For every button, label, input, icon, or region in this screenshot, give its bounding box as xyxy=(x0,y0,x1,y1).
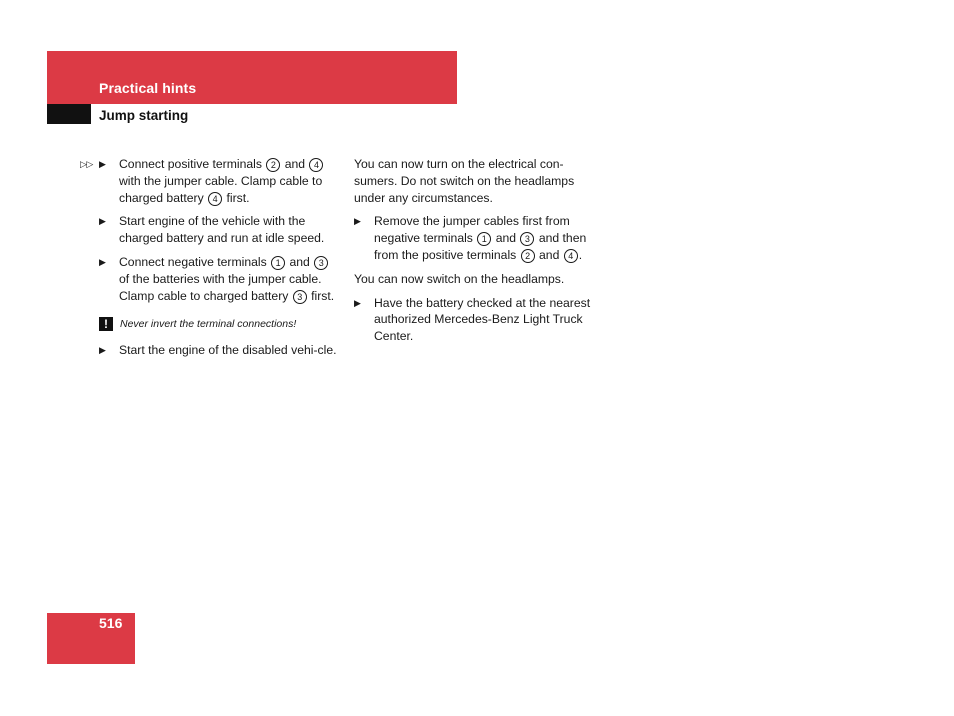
step-text: Start the engine of the disabled vehi-cle. xyxy=(119,343,337,358)
left-column xyxy=(80,156,338,366)
section-title: Practical hints xyxy=(99,80,197,96)
step-text: and xyxy=(284,157,306,171)
step-text: and xyxy=(289,254,310,269)
paragraph-consumers: You can now turn on the electrical con-sumers. Do not switch on the headlamps under any circumstances. xyxy=(354,157,575,205)
warning-note xyxy=(80,316,338,332)
step-text: Connect positive terminals xyxy=(119,157,262,171)
step-text: and then from the positive terminals xyxy=(374,231,587,262)
terminal-number: 3 xyxy=(520,232,534,246)
terminal-number: 4 xyxy=(208,192,222,206)
step-start-disabled-vehicle xyxy=(80,342,338,359)
step-remove-cables xyxy=(354,213,594,263)
subsection-title: Jump starting xyxy=(99,108,189,123)
terminal-number: 4 xyxy=(564,249,578,263)
section-tab-marker xyxy=(47,104,91,124)
exclamation-icon: ! xyxy=(99,317,113,331)
step-text: and xyxy=(539,247,560,262)
terminal-number: 2 xyxy=(521,249,535,263)
paragraph-headlamps: You can now switch on the headlamps. xyxy=(354,271,565,286)
step-text: . xyxy=(578,247,583,262)
step-text: Remove the jumper cables first from negative terminals xyxy=(374,214,570,246)
triangle-right-icon: ▶ xyxy=(354,216,361,227)
terminal-number: 3 xyxy=(314,256,328,270)
step-text: and xyxy=(495,231,517,246)
step-text: of the batteries with the jumper cable. Clamp cable to charged battery xyxy=(119,271,322,303)
right-column xyxy=(354,156,594,352)
page-number: 516 xyxy=(99,615,123,631)
terminal-number: 3 xyxy=(293,290,307,304)
step-connect-positive xyxy=(80,156,338,206)
step-text: Start engine of the vehicle with the charged battery and run at idle speed. xyxy=(119,214,325,246)
step-text: with the jumper cable. Clamp cable to charged battery xyxy=(119,173,323,205)
step-text: Connect negative terminals xyxy=(119,254,267,269)
terminal-number: 2 xyxy=(266,158,280,172)
triangle-right-icon: ▶ xyxy=(354,297,361,308)
step-text: first. xyxy=(311,288,335,303)
step-text: Have the battery checked at the nearest authorized Mercedes-Benz Light Truck Center. xyxy=(374,295,591,344)
triangle-right-icon: ▶ xyxy=(99,159,106,169)
step-text: first. xyxy=(226,190,250,205)
warning-text: Never invert the terminal connections! xyxy=(120,318,297,331)
step-start-engine xyxy=(80,213,338,247)
triangle-right-icon: ▶ xyxy=(99,216,106,227)
header-bar xyxy=(47,51,457,104)
triangle-right-icon: ▶ xyxy=(99,345,106,356)
triangle-right-icon: ▶ xyxy=(99,256,106,267)
terminal-number: 1 xyxy=(477,232,491,246)
step-battery-check xyxy=(354,295,594,345)
terminal-number: 4 xyxy=(309,158,323,172)
terminal-number: 1 xyxy=(271,256,285,270)
step-connect-negative xyxy=(80,254,338,304)
double-triangle-icon: ▷▷ xyxy=(80,159,93,169)
